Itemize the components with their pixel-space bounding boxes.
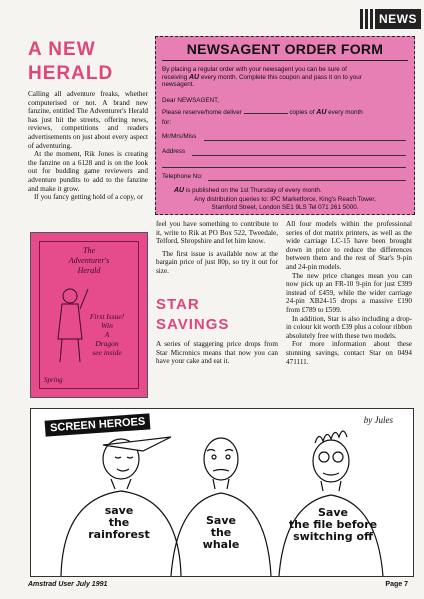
herald-paragraph: Calling all adventure freaks, whether computerised or not. A brand new fanzine, entitled The Adventurer's Herald has just hit the streets, offering news, reviews, competitions and readers advertisements on just about every aspect of adventuring. <box>28 90 148 150</box>
cover-promo-5: see inside <box>92 348 122 357</box>
tag-bars <box>360 9 373 29</box>
form-title-rule <box>162 60 408 61</box>
herald-article-continued <box>156 220 278 280</box>
form-deliver-line: Please reserve/home deliver copies of AU every month <box>162 109 363 116</box>
section-tag <box>360 8 420 30</box>
form-distribution-2: Stamford Street, London SE1 9LS Tel 071 261 5000. <box>211 203 359 211</box>
cover-footer: Spring <box>44 376 63 384</box>
cover-promo <box>80 312 134 357</box>
herald-paragraph: At the moment, Rik Jones is creating the fanzine on a 6128 and is on the look out for budding game reviewers and adventure pundits to add to the fanzine and make it grow. <box>28 150 148 193</box>
star-paragraph: All four models within the professional series of dot matrix printers, as well as the wide carriage LC-15 have been brought down in price to reduce the differences between them and the rest of Star's 9-pin and 24-pin models. <box>286 220 412 271</box>
star-paragraph: For more information about these stunning savings, contact Star on 0494 471111. <box>286 340 412 366</box>
herald-paragraph: If you fancy getting hold of a copy, or <box>34 193 144 202</box>
footer-page-number: Page 7 <box>385 581 408 588</box>
slogan-rainforest: save the rainforest <box>88 504 150 541</box>
copies-field[interactable] <box>244 113 288 114</box>
cover-title <box>40 246 138 276</box>
cover-frame <box>39 241 139 389</box>
cover-promo-3: A <box>104 330 110 339</box>
herald-headline <box>28 38 148 86</box>
cartoon-title: SCREEN HEROES <box>45 413 151 436</box>
herald-continued-paragraph: feel you have something to contribute to it, write to Rik at PO Box 522, Tweedale, Telford, Shropshire and let him know. <box>156 220 278 246</box>
amstrad-user-logo-icon: AU <box>316 109 327 116</box>
section-tag-label: NEWS <box>375 9 421 29</box>
cartoon-credit: by Jules <box>363 415 393 425</box>
screen-heroes-cartoon <box>30 408 414 577</box>
amstrad-user-logo-icon: AU <box>188 73 200 81</box>
herald-headline-line1: A NEW <box>28 39 96 60</box>
amstrad-user-logo-icon: AU <box>174 187 185 194</box>
cover-title-2: Adventurer's <box>68 256 110 265</box>
form-intro <box>162 66 408 89</box>
newsagent-order-form <box>155 36 415 215</box>
name-field[interactable] <box>204 140 406 141</box>
herald-article <box>28 90 148 202</box>
form-intro-2: receiving AU every month. Complete this coupon and pass it on to your <box>162 73 362 81</box>
form-dear: Dear NEWSAGENT, <box>162 97 220 104</box>
star-intro: A series of staggering price drops from Star Micronics means that now you can have your cake and eat it. <box>156 340 278 366</box>
form-for: for: <box>162 119 172 126</box>
cover-title-3: Herald <box>77 266 101 275</box>
form-telephone-label: Telephone No: <box>162 173 203 180</box>
form-intro-1: By placing a regular order with your newsagent you can be sure of <box>162 66 347 73</box>
cover-title-1: The <box>83 246 95 255</box>
telephone-field[interactable] <box>208 180 406 181</box>
star-headline <box>156 295 276 335</box>
slogan-whale: Save the whale <box>202 514 240 551</box>
herald-headline-line2: HERALD <box>28 63 114 84</box>
star-paragraph: In addition, Star is also including a drop-in colour kit worth £39 plus a colour ribbon absolutely free with these two models. <box>286 314 412 340</box>
form-title: NEWSAGENT ORDER FORM <box>186 41 384 57</box>
form-distribution <box>156 196 414 211</box>
form-address-label: Address <box>162 148 186 155</box>
fanzine-cover-image <box>30 232 148 398</box>
page-footer <box>0 581 424 595</box>
slogan-save-file: Save the file before switching off <box>288 506 378 543</box>
cover-promo-4: Dragon <box>95 339 119 348</box>
star-headline-line2: SAVINGS <box>156 316 230 333</box>
star-paragraph: The new price changes mean you can now pick up an FR-10 9-pin for just £399 instead of £459, while the wider carriage 24-pin XB24-15 drops a massive £190 from £789 to £599. <box>286 271 412 314</box>
address-field-2[interactable] <box>162 167 406 168</box>
form-distribution-1: Any distribution queries to: IPC Marketforce, King's Reach Tower, <box>194 196 376 203</box>
form-name-label: Mr/Mrs/Miss <box>162 133 197 140</box>
cover-promo-2: Win <box>101 321 113 330</box>
star-article <box>286 220 412 366</box>
star-headline-line1: STAR <box>156 296 200 313</box>
address-field[interactable] <box>192 155 406 156</box>
footer-publication: Amstrad User July 1991 <box>28 581 108 588</box>
cover-promo-1: First Issue! <box>89 312 125 321</box>
form-published: AU is published on the 1st Thursday of every month. <box>174 187 322 194</box>
form-intro-4: newsagent. <box>162 81 195 89</box>
herald-continued-paragraph: The first issue is available now at the bargain price of just 80p, so try it out for size. <box>156 249 278 275</box>
